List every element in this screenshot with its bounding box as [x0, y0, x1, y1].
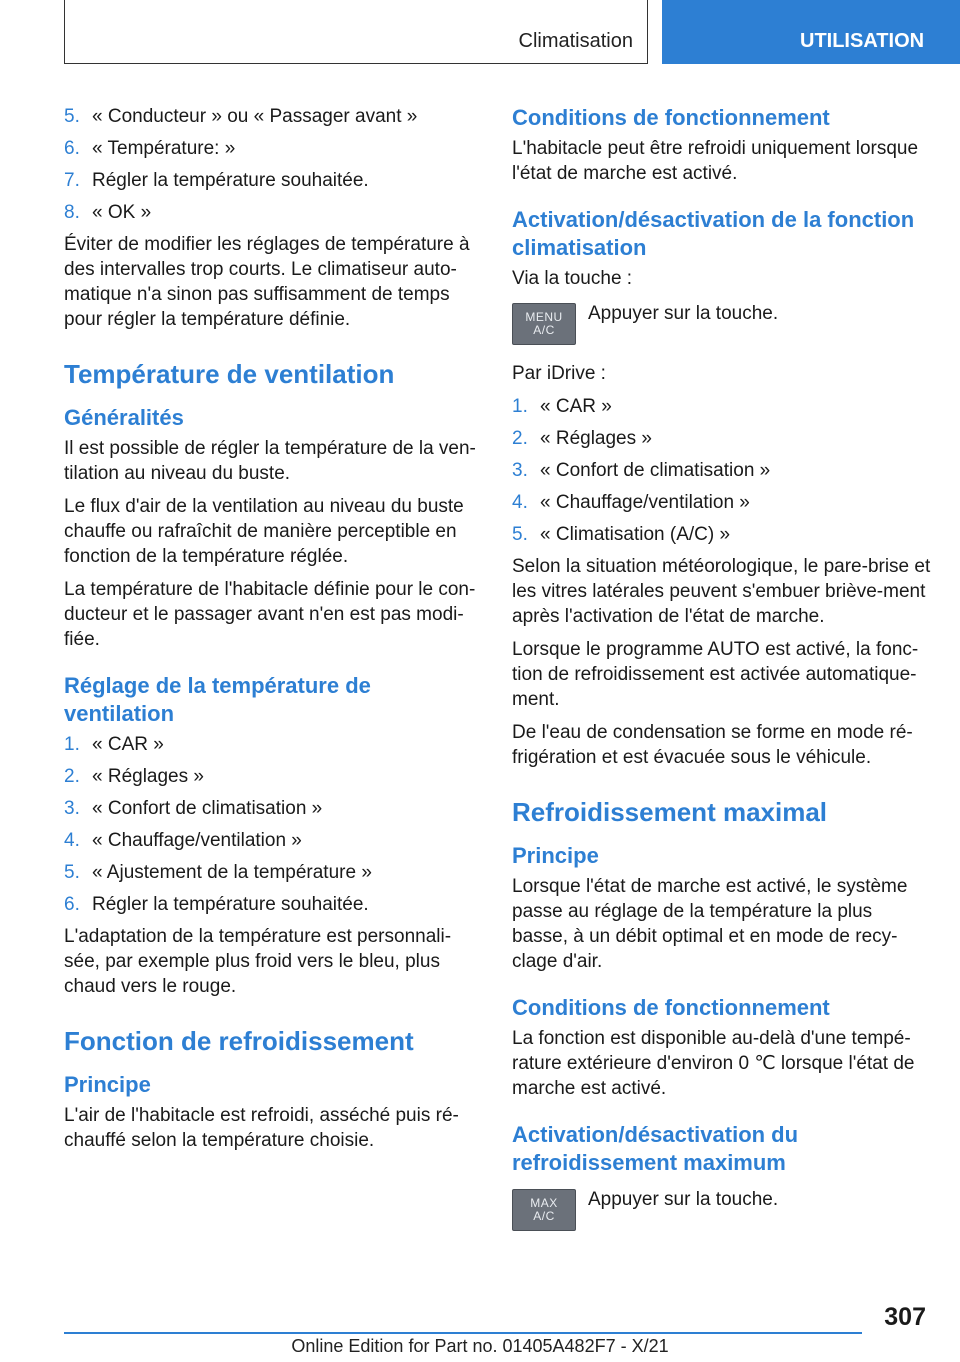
key-instruction: Appuyer sur la touche.: [588, 303, 779, 324]
steps-list-1: [64, 104, 480, 225]
list-item: 4. « Chauffage/ventilation »: [512, 492, 750, 513]
key-instruction: Appuyer sur la touche.: [588, 1189, 779, 1210]
edition-note: Online Edition for Part no. 01405A482F7 - X/21: [291, 1336, 669, 1356]
menu-ac-key-row: [512, 301, 932, 347]
paragraph: Via la touche :: [512, 268, 633, 289]
menu-ac-button-icon: MENU A/C: [512, 303, 576, 345]
paragraph: L'habitacle peut être refroidi uniquement lorsque l'état de marche est activé.: [512, 138, 919, 184]
heading-ac-activation: Activation/désactivation de la fonction climatisation: [512, 207, 915, 260]
paragraph: De l'eau de condensation se forme en mode ré-frigération et est évacuée sous le véhicule.: [512, 722, 913, 768]
list-item: 5. « Climatisation (A/C) »: [512, 524, 731, 545]
list-item: 2. « Réglages »: [512, 428, 652, 449]
paragraph: Lorsque l'état de marche est activé, le système passe au réglage de la température la plus basse, à un débit optimal et en mode de recy-clage d'air.: [512, 876, 908, 972]
max-ac-key-row: [512, 1187, 932, 1233]
list-item: 5. « Conducteur » ou « Passager avant »: [64, 106, 418, 127]
heading-operating-conditions: Conditions de fonctionnement: [512, 105, 830, 130]
paragraph: Éviter de modifier les réglages de température à des intervalles trop courts. Le climatiseur auto-matique n'a sinon pas suffisamment de temps pour régler la température définie.: [64, 234, 470, 330]
paragraph: Par iDrive :: [512, 363, 606, 384]
heading-max-activation: Activation/désactivation du refroidissement maximum: [512, 1122, 799, 1175]
left-column: [64, 104, 480, 1161]
heading-principle: Principe: [512, 843, 599, 868]
heading-operating-conditions-2: Conditions de fonctionnement: [512, 995, 830, 1020]
section-title: Climatisation: [518, 30, 633, 52]
heading-ventilation-temperature: Température de ventilation: [64, 359, 395, 389]
list-item: 1. « CAR »: [512, 396, 612, 417]
list-item: 8. « OK »: [64, 202, 152, 223]
list-item: 1. « CAR »: [64, 734, 164, 755]
list-item: 6. « Température: »: [64, 138, 236, 159]
chapter-tab: UTILISATION: [662, 0, 960, 64]
paragraph: Selon la situation météorologique, le pare-brise et les vitres latérales peuvent s'embuer briève-ment après l'activation de l'état de marche.: [512, 556, 931, 627]
paragraph: Il est possible de régler la température de la ven-tilation au niveau du buste.: [64, 438, 476, 484]
right-column: [512, 104, 932, 1247]
paragraph: L'air de l'habitacle est refroidi, asséché puis ré-chauffé selon la température choisie.: [64, 1105, 459, 1151]
header-box: [64, 0, 648, 64]
list-item: 7. Régler la température souhaitée.: [64, 170, 369, 191]
paragraph: Le flux d'air de la ventilation au niveau du buste chauffe ou rafraîchit de manière perceptible en fonction de la température réglée.: [64, 496, 464, 567]
list-item: 5. « Ajustement de la température »: [64, 862, 372, 883]
list-item: 6. Régler la température souhaitée.: [64, 894, 369, 915]
heading-max-cooling: Refroidissement maximal: [512, 797, 828, 827]
paragraph: La température de l'habitacle définie pour le con-ducteur et le passager avant n'en est pas modi-fiée.: [64, 579, 476, 650]
paragraph: L'adaptation de la température est personnali-sée, par exemple plus froid vers le bleu, plus chaud vers le rouge.: [64, 926, 452, 997]
paragraph: La fonction est disponible au-delà d'une tempé-rature extérieure d'environ 0 ℃ lorsque l'état de marche est activé.: [512, 1028, 915, 1099]
heading-general: Généralités: [64, 405, 184, 430]
paragraph: Lorsque le programme AUTO est activé, la fonc-tion de refroidissement est activée automatique-ment.: [512, 639, 919, 710]
heading-ventilation-setting: Réglage de la température de ventilation: [64, 673, 371, 726]
max-ac-button-icon: MAX A/C: [512, 1189, 576, 1231]
list-item: 2. « Réglages »: [64, 766, 204, 787]
list-item: 3. « Confort de climatisation »: [64, 798, 323, 819]
list-item: 4. « Chauffage/ventilation »: [64, 830, 302, 851]
idrive-steps-list: [512, 394, 932, 547]
heading-principle: Principe: [64, 1072, 151, 1097]
steps-list-2: [64, 732, 480, 917]
page-number: 307: [884, 1303, 926, 1331]
list-item: 3. « Confort de climatisation »: [512, 460, 771, 481]
footer-rule: [64, 1332, 862, 1334]
heading-cooling-function: Fonction de refroidissement: [64, 1026, 414, 1056]
